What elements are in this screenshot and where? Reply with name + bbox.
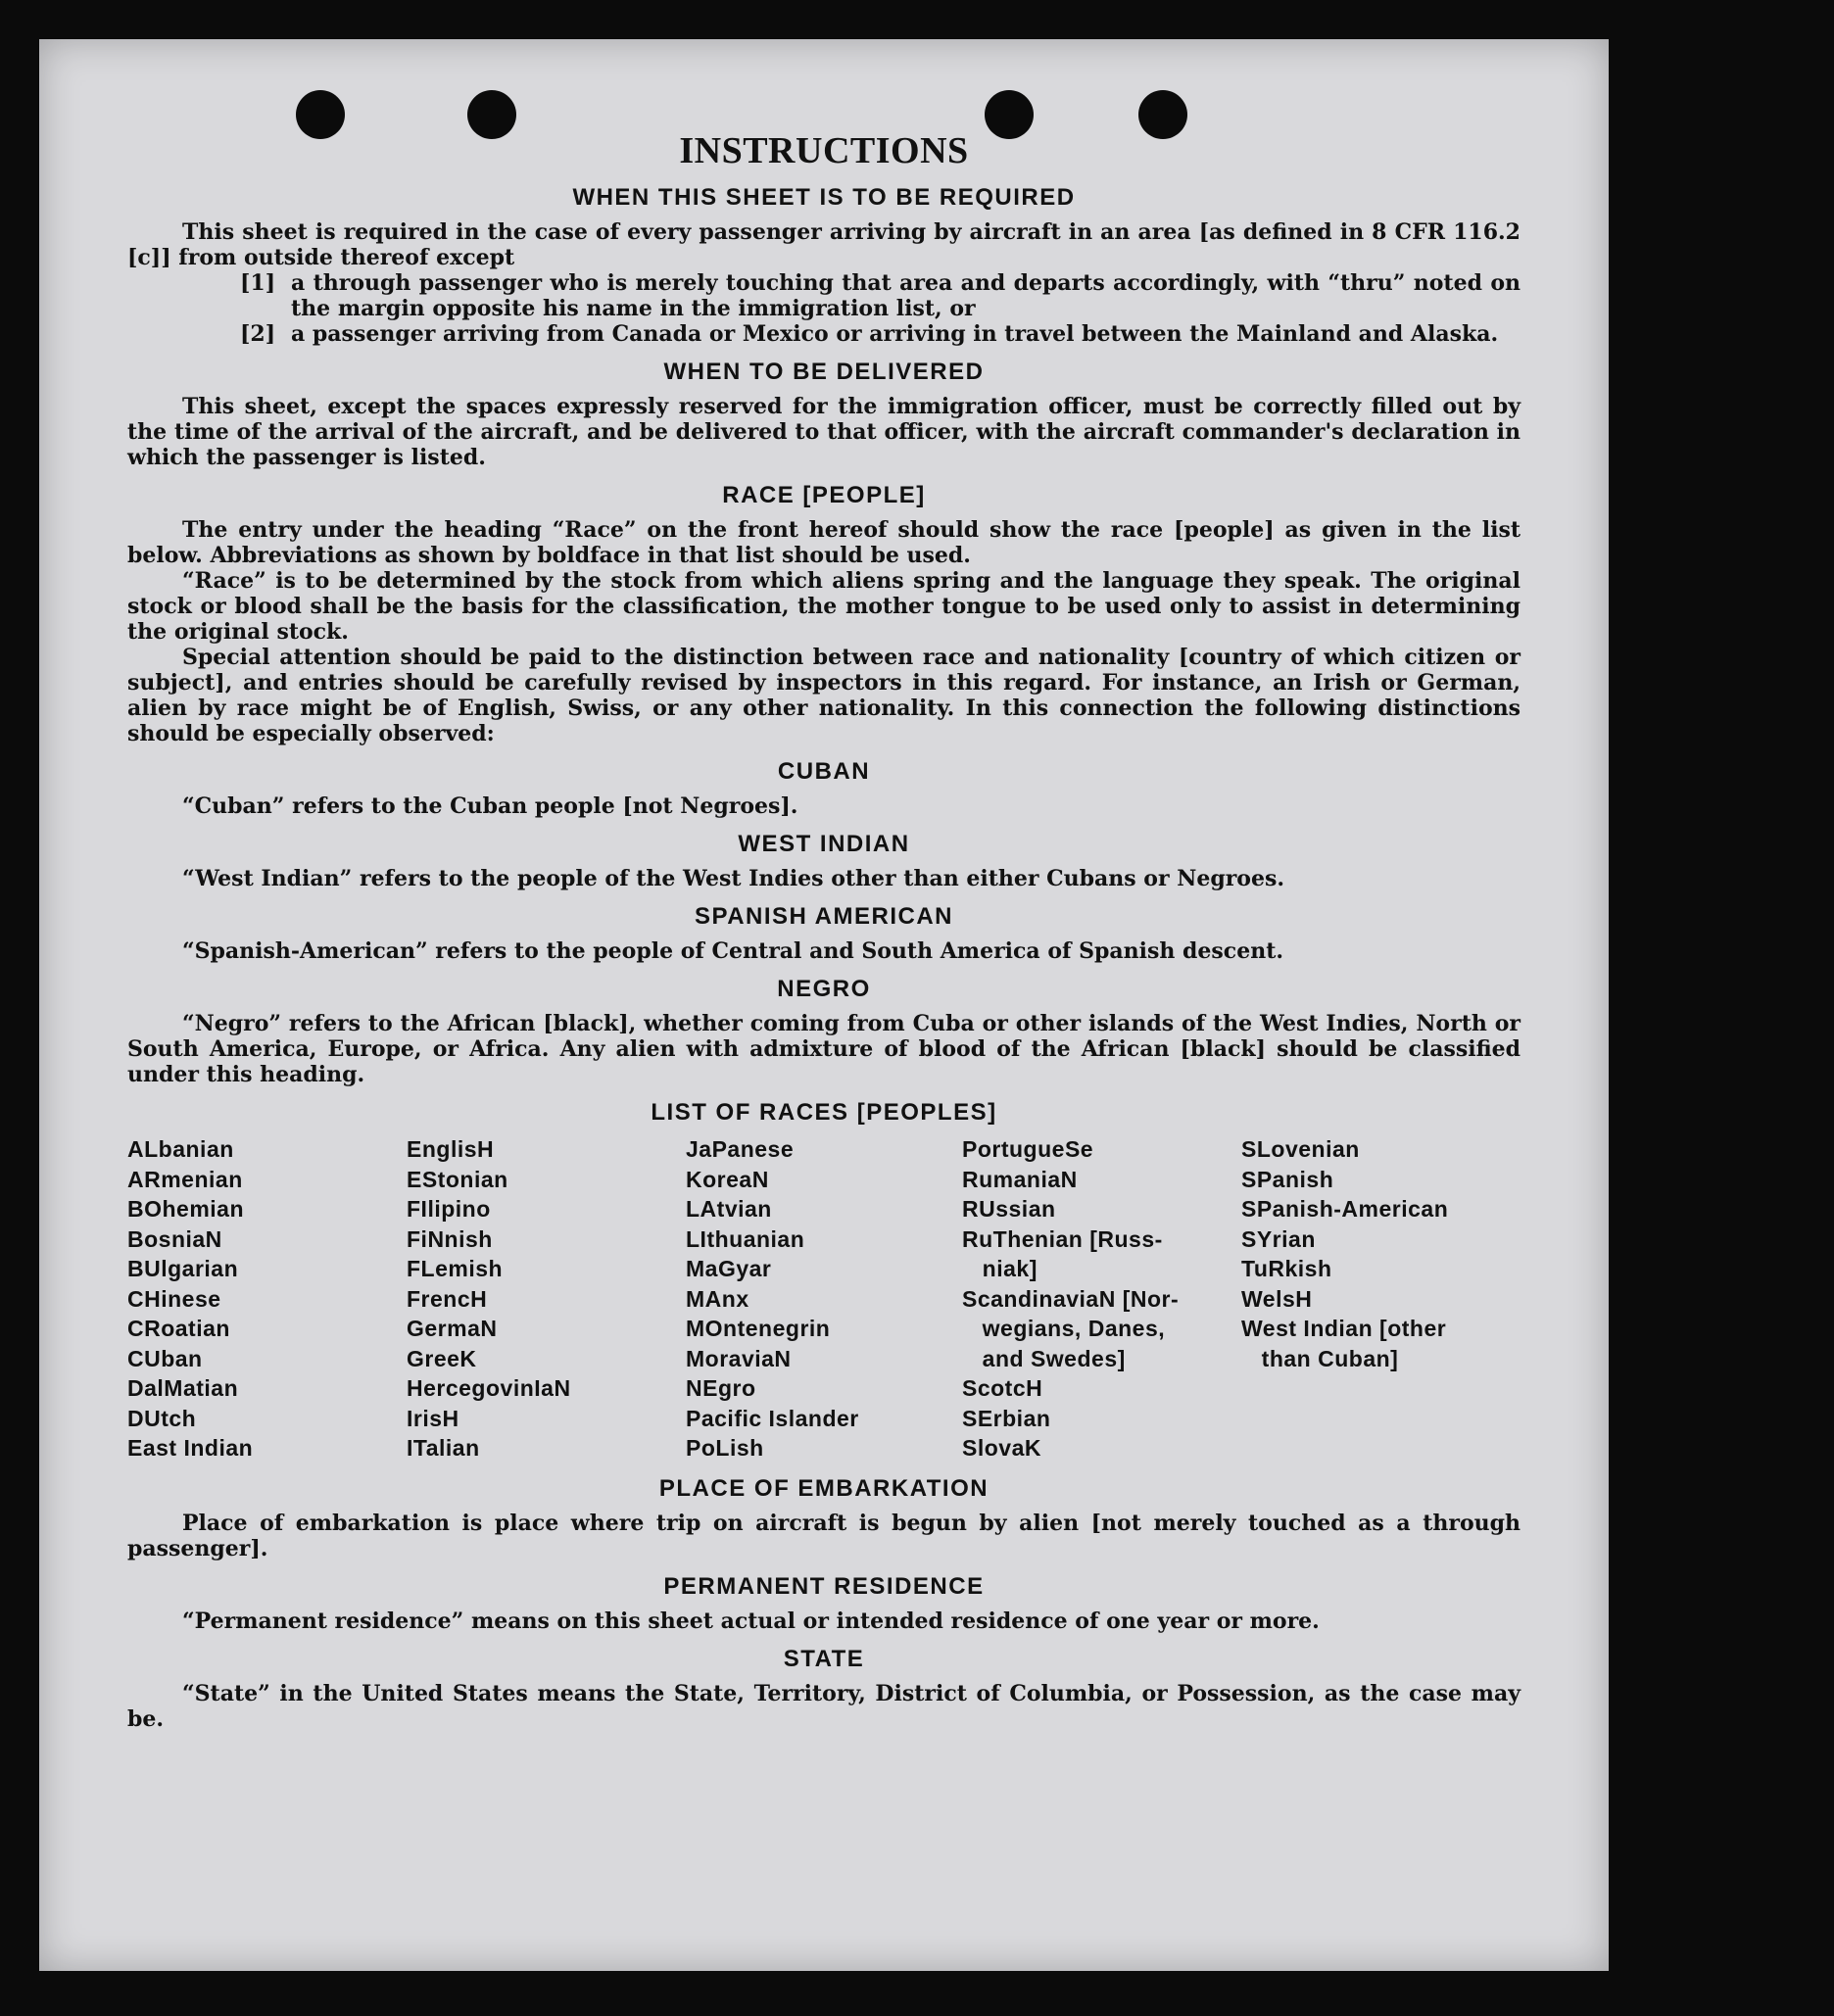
paragraph: “Cuban” refers to the Cuban people [not Negroes]. — [182, 793, 798, 819]
section-heading: WHEN TO BE DELIVERED — [663, 359, 985, 385]
race-entry: SPanish — [1241, 1166, 1334, 1192]
race-entry: Pacific Islander — [686, 1405, 859, 1431]
race-entry: DalMatian — [127, 1375, 239, 1401]
race-entry: LIthuanian — [686, 1225, 805, 1252]
race-entry: EStonian — [407, 1166, 508, 1192]
race-entry: niak] — [962, 1256, 1038, 1281]
race-column — [407, 1134, 686, 1464]
paragraph: This sheet is required in the case of every passenger arriving by aircraft in an area [as defined in 8 CFR 116.2 [c]] from outside thereof except — [127, 219, 1520, 270]
race-entry: BUlgarian — [127, 1256, 239, 1281]
race-entry: and Swedes] — [962, 1345, 1126, 1371]
paragraph: “Negro” refers to the African [black], whether coming from Cuba or other islands of the West Indies, North or South America, Europe, or Africa. Any alien with admixture of blood of the African [black] should be classified under this heading. — [127, 1011, 1520, 1087]
race-entry: KoreaN — [686, 1166, 769, 1192]
paragraph: “Race” is to be determined by the stock from which aliens spring and the language they speak. The original stock or blood shall be the basis for the classification, the mother tongue to be used only to assist in determining the original stock. — [127, 568, 1520, 645]
race-entry: RumaniaN — [962, 1166, 1078, 1192]
race-entry: than Cuban] — [1241, 1345, 1399, 1371]
race-entry: ScandinaviaN [Nor- — [962, 1285, 1180, 1312]
race-entry: ScotcH — [962, 1375, 1043, 1401]
race-entry: DUtch — [127, 1405, 197, 1431]
paragraph: “State” in the United States means the State, Territory, District of Columbia, or Possession, as the case may be. — [127, 1680, 1520, 1732]
section-heading: SPANISH AMERICAN — [694, 903, 953, 930]
race-entry: LAtvian — [686, 1196, 772, 1222]
paragraph: Special attention should be paid to the distinction between race and nationality [country of which citizen or subject], and entries should be carefully revised by inspectors in this regard. For instance, an Irish or German, alien by race might be of English, Swiss, or any other nationality. In this connection the following distinctions should be especially observed: — [127, 645, 1520, 746]
race-column — [127, 1134, 407, 1464]
race-entry: CUban — [127, 1345, 203, 1371]
race-entry: SlovaK — [962, 1435, 1041, 1461]
race-entry: BosniaN — [127, 1225, 222, 1252]
document-content — [127, 129, 1520, 1732]
race-entry: MoraviaN — [686, 1345, 792, 1371]
race-entry: RUssian — [962, 1196, 1056, 1222]
race-entry: West Indian [other — [1241, 1316, 1447, 1341]
race-entry: GreeK — [407, 1345, 477, 1371]
race-entry: MOntenegrin — [686, 1316, 831, 1341]
paragraph: Place of embarkation is place where trip on aircraft is begun by alien [not merely touched as a through passenger]. — [127, 1510, 1520, 1561]
race-entry: WelsH — [1241, 1285, 1313, 1312]
page-title: INSTRUCTIONS — [679, 130, 969, 171]
race-column — [686, 1134, 962, 1464]
race-entry: SPanish-American — [1241, 1196, 1449, 1222]
race-entry: MAnx — [686, 1285, 749, 1312]
section-heading: WHEN THIS SHEET IS TO BE REQUIRED — [572, 184, 1076, 211]
race-column — [962, 1134, 1241, 1464]
race-entry: ARmenian — [127, 1166, 243, 1192]
race-column — [1241, 1134, 1520, 1464]
race-entry: PortugueSe — [962, 1136, 1094, 1162]
race-entry: TuRkish — [1241, 1256, 1332, 1281]
race-entry: BOhemian — [127, 1196, 245, 1222]
race-entry: CRoatian — [127, 1316, 230, 1341]
section-heading: WEST INDIAN — [738, 831, 910, 857]
race-entry: IrisH — [407, 1405, 459, 1431]
race-entry: FiNnish — [407, 1225, 493, 1252]
race-entry: JaPanese — [686, 1136, 795, 1162]
section-heading: LIST OF RACES [PEOPLES] — [651, 1099, 997, 1126]
race-entry: PoLish — [686, 1435, 764, 1461]
race-entry: SYrian — [1241, 1225, 1316, 1252]
race-entry: FIlipino — [407, 1196, 491, 1222]
section-heading: PERMANENT RESIDENCE — [663, 1572, 985, 1600]
race-entry: FLemish — [407, 1256, 504, 1281]
race-entry: EnglisH — [407, 1136, 495, 1162]
section-heading: NEGRO — [777, 976, 871, 1002]
race-entry: wegians, Danes, — [962, 1316, 1166, 1341]
race-entry: SLovenian — [1241, 1136, 1360, 1162]
list-item: [1] a through passenger who is merely touching that area and departs accordingly, with “thru” noted on the margin opposite his name in the immigration list, or — [240, 270, 1520, 321]
section-heading: PLACE OF EMBARKATION — [658, 1474, 989, 1502]
paragraph: This sheet, except the spaces expressly reserved for the immigration officer, must be correctly filled out by the time of the arrival of the aircraft, and be delivered to that officer, with the aircraft commander's declaration in which the passenger is listed. — [127, 394, 1520, 470]
race-entry: RuThenian [Russ- — [962, 1225, 1163, 1252]
race-list — [127, 1134, 1520, 1464]
race-entry: NEgro — [686, 1375, 756, 1401]
section-heading: CUBAN — [777, 758, 871, 785]
section-heading: RACE [PEOPLE] — [722, 482, 926, 508]
paragraph: The entry under the heading “Race” on the front hereof should show the race [people] as given in the list below. Abbreviations as shown by boldface in that list should be used. — [127, 517, 1520, 568]
race-entry: ALbanian — [127, 1136, 234, 1162]
document-page — [39, 39, 1609, 1971]
race-entry: SErbian — [962, 1405, 1051, 1431]
section-heading: STATE — [783, 1645, 865, 1672]
race-entry: CHinese — [127, 1285, 221, 1312]
race-entry: ITalian — [407, 1435, 480, 1461]
paragraph: “West Indian” refers to the people of the West Indies other than either Cubans or Negroes. — [182, 866, 1285, 891]
race-entry: MaGyar — [686, 1256, 772, 1281]
race-entry: GermaN — [407, 1316, 498, 1341]
paragraph: “Permanent residence” means on this sheet actual or intended residence of one year or more. — [182, 1608, 1320, 1634]
list-item: [2] a passenger arriving from Canada or Mexico or arriving in travel between the Mainland and Alaska. — [240, 321, 1499, 347]
race-entry: FrencH — [407, 1285, 488, 1312]
paragraph: “Spanish-American” refers to the people of Central and South America of Spanish descent. — [182, 938, 1284, 964]
race-entry: HercegovinIaN — [407, 1375, 571, 1401]
race-entry: East Indian — [127, 1435, 254, 1461]
